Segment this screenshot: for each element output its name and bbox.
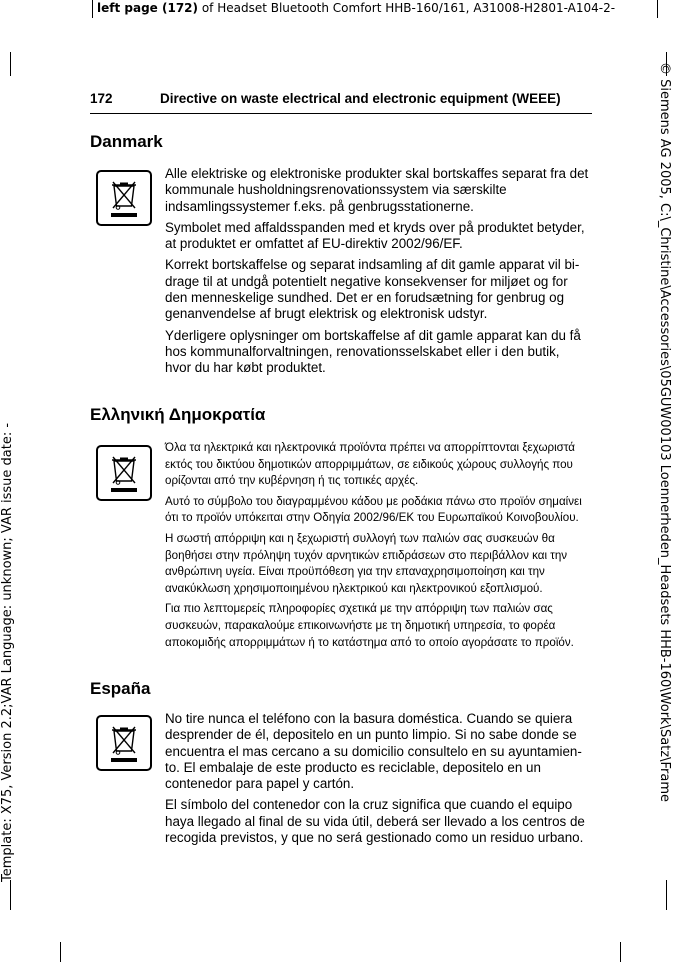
document-reference: of Headset Bluetooth Comfort HHB-160/161, A31008-H2801-A1 [198,1,584,15]
paragraph: Symbolet med affaldsspanden med et kryds over på produktet betyder, at produktet er omfattet af EU-direktiv 2002/96/EF. [165,219,585,252]
crop-mark [60,942,61,962]
print-top-line [0,0,679,22]
paragraph: Όλα τα ηλεκτρικά και ηλεκτρονικά προϊόντα πρέπει να απορρίπτονται ξεχωριστά εκτός του δικτύου δημοτικών απορριμμάτων, σε ειδικούς χώρους συλλογής που ορίζονται από την κυβέρνηση ή τις τοπικές αρχές. [165,441,575,488]
paragraph: No tire nunca el teléfono con la basura doméstica. Cuando se quiera desprender de él, depositelo en un punto limpio. Si no sabe donde se encuentra el mas cercano a su domicilio consultelo en su ayuntamien-to. El embalaje de este producto es reciclable, depositelo en un contenedor para papel y cartón. [165,711,582,792]
copyright-path-margin [657,62,672,882]
template-info-margin [0,62,15,882]
crop-mark [657,0,658,18]
crop-mark [620,942,621,962]
espana-text [165,711,589,851]
paragraph: Yderligere oplysninger om bortskaffelse af dit gamle apparat kan du få hos kommunalforvaltningen, renovationsselskabet eller i den butik, hvor du har købt produktet. [165,327,581,376]
greece-text [165,440,589,655]
crossed-out-wheelie-bin-icon [96,445,152,501]
template-info-text: Template: X75, Version 2.2;VAR Language: unknown; VAR issue date: - [0,422,15,882]
crop-mark [666,880,667,910]
page-header-title: Directive on waste electrical and electronic equipment (WEEE) [160,91,561,106]
section-title-greece: Ελληνική Δημοκρατία [90,405,266,424]
crop-mark [92,0,93,18]
section-title-espana: España [90,679,151,698]
crop-mark [10,880,11,910]
page-reference: left page (172) [97,1,198,15]
crossed-out-wheelie-bin-icon [96,170,152,226]
paragraph: Korrekt bortskaffelse og separat indsamling af dit gamle apparat vil bi-drage til at undgå potentielt negative konsekvenser for miljøet og for den menneskelige sundhed. Det er en forudsætning for genbrug og genanvendelse af brugt elektrisk og elektronisk udstyr. [165,257,580,322]
header-rule [90,113,592,114]
paragraph: Η σωστή απόρριψη και η ξεχωριστή συλλογή των παλιών σας συσκευών θα βοηθήσει στην πρόληψη τυχόν αρνητικών επιδράσεων στο περιβάλλον και την ανθρώπινη υγεία. Είναι προϋπόθεση για την επαναχρησιμοποίηση και την ανακύκλωση χρησιμοποιημένου ηλεκτρικού και ηλεκτρονικού εξοπλισμού. [165,531,568,595]
danmark-text [165,166,589,382]
paragraph: Alle elektriske og elektroniske produkter skal bortskaffes separat fra det kommunale husholdningsrenovationssystem via særskilte indsamlingssystemer f.eks. på genbrugsstationerne. [165,166,589,214]
paragraph: Για πιο λεπτομερείς πληροφορίες σχετικά με την απόρριψη των παλιών σας συσκευών, παρακαλούμε επικοινωνήστε με τη δημοτική υπηρεσία, το φορέα αποκομιδής απορριμμάτων ή το κατάστημα από το οποίο αγοράσατε το προϊόν. [165,602,574,649]
document-reference-tail: 04-2- [583,1,616,15]
copyright-path-text: © Siemens AG 2005, C:\_Christine\Accessories\05GUW00103 Loennerheden_Headsets HHB-160\Work\Satz\Frame [657,62,672,802]
print-job-info [97,1,615,15]
paragraph: Αυτό το σύμβολο του διαγραμμένου κάδου με ροδάκια πάνω στο προϊόν σημαίνει ότι το προϊόν υπόκειται στην Οδηγία 2002/96/ΕΚ του Ευρωπαϊκού Κοινοβουλίου. [165,494,582,525]
paragraph: El símbolo del contenedor con la cruz significa que cuando el equipo haya llegado al final de su vida útil, deberá ser llevado a los centros de recogida previstos, y que no será gestionado como un residuo urbano. [165,797,585,846]
crossed-out-wheelie-bin-icon [96,715,152,771]
page-number: 172 [90,91,113,106]
section-title-danmark: Danmark [90,132,163,151]
